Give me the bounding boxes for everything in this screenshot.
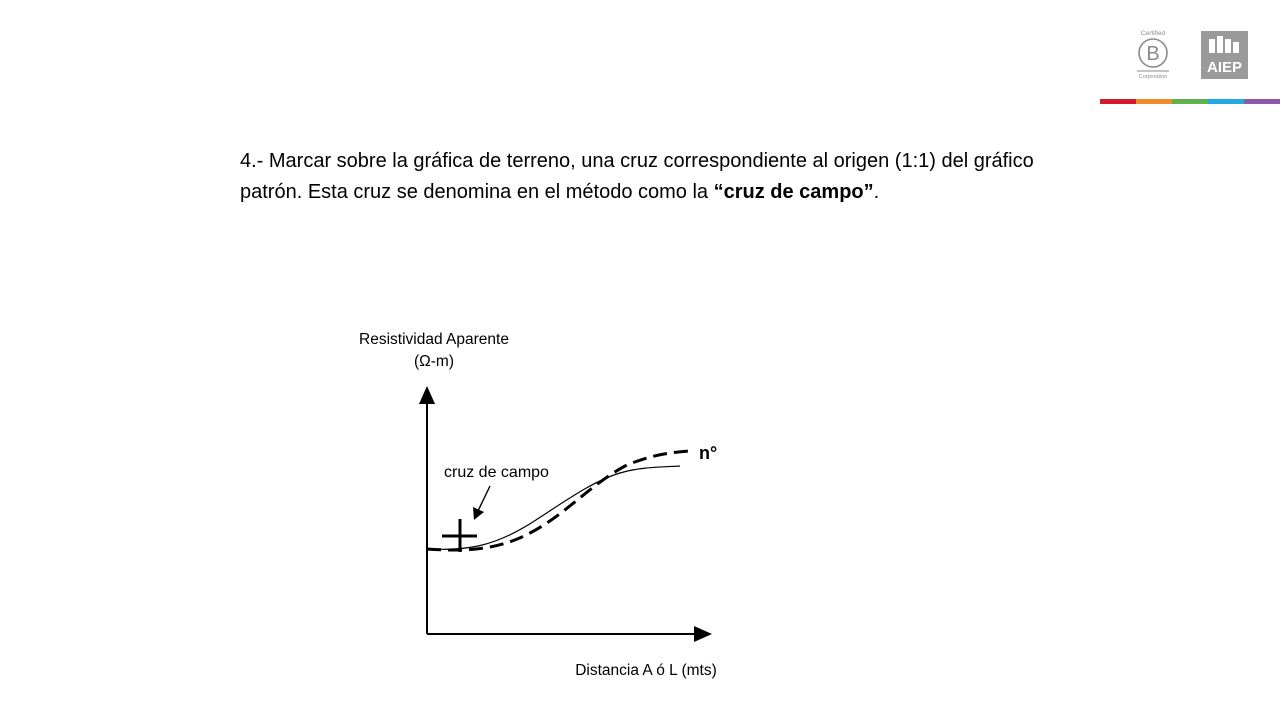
x-axis-arrow-icon — [694, 626, 712, 642]
bcorp-bottom-text: Corporation — [1138, 74, 1168, 80]
bcorp-top-text: Certified — [1140, 30, 1166, 37]
pointer-line — [477, 486, 490, 513]
instruction-emphasis: “cruz de campo” — [713, 180, 874, 203]
x-axis-label: Distancia A ó L (mts) — [575, 662, 717, 679]
bcorp-letter: B — [1146, 43, 1160, 65]
instruction-end: . — [873, 180, 880, 203]
cross-label: cruz de campo — [444, 464, 549, 481]
y-axis-unit: (Ω-m) — [414, 353, 454, 370]
y-axis-arrow-icon — [419, 386, 435, 404]
aiep-logo-text: AIEP — [1206, 59, 1243, 76]
instruction-main: 4.- Marcar sobre la gráfica de terreno, una cruz correspondiente al origen (1:1) del gráfico patrón. Esta cruz se denomina en el método como la — [240, 150, 1034, 203]
y-axis-label: Resistividad Aparente — [359, 331, 509, 348]
curve-label: n° — [699, 443, 718, 463]
